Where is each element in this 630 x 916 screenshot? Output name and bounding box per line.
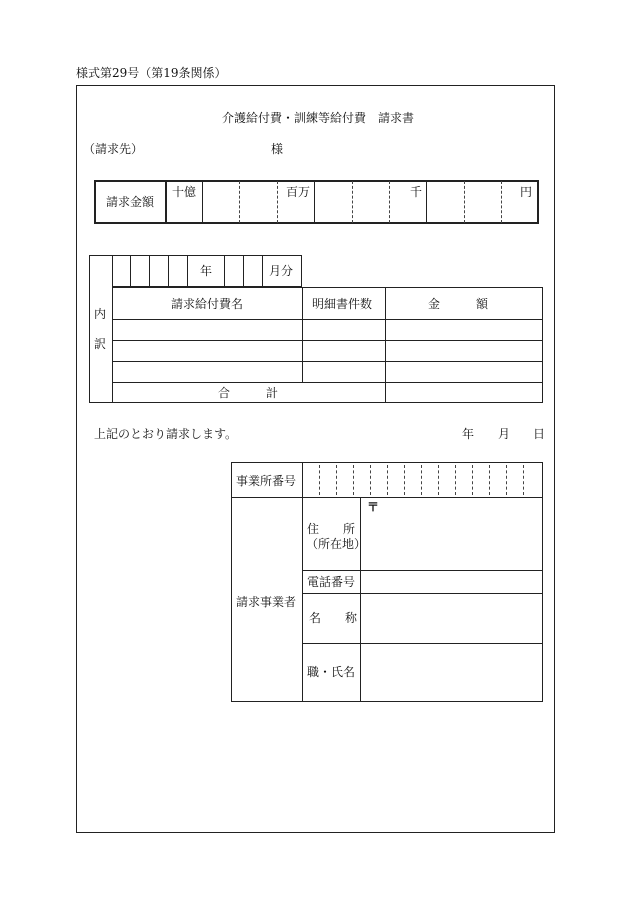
breakdown-top-border <box>89 255 112 256</box>
office-digit-divider <box>523 465 524 495</box>
form-title: 介護給付費・訓練等給付費 請求書 <box>222 111 415 125</box>
breakdown-col-divider <box>385 287 386 403</box>
amount-label: 請求金額 <box>106 195 155 209</box>
breakdown-bottom-border <box>89 402 112 403</box>
form-number: 様式第29号（第19条関係） <box>76 66 227 80</box>
office-digit-divider <box>438 465 439 495</box>
address-sub-label: （所在地） <box>306 537 367 551</box>
office-digit-divider <box>370 465 371 495</box>
breakdown-side-label: 内 <box>94 307 107 321</box>
office-number-label: 事業所番号 <box>236 474 297 488</box>
position-name-label: 職・氏名 <box>307 665 356 679</box>
amount-digit-divider <box>464 181 465 223</box>
office-digit-divider <box>472 465 473 495</box>
office-digit-divider <box>455 465 456 495</box>
statement-month: 月 <box>498 427 511 441</box>
amount-digit-divider <box>239 181 240 223</box>
postal-mark-icon: 〒 <box>367 500 380 514</box>
claimant-row-line <box>302 570 543 571</box>
breakdown-header-name: 請求給付費名 <box>171 297 244 311</box>
amount-divider <box>426 181 427 223</box>
office-digit-divider <box>387 465 388 495</box>
year-label: 年 <box>200 264 213 278</box>
statement-day: 日 <box>533 427 546 441</box>
month-label: 月分 <box>269 264 294 278</box>
claimant-row-line <box>302 593 543 594</box>
office-digit-divider <box>489 465 490 495</box>
claimant-divider <box>302 497 303 702</box>
breakdown-col-divider <box>302 287 303 382</box>
office-number-divider <box>302 462 303 498</box>
breakdown-left-border <box>89 255 90 403</box>
office-digit-divider <box>421 465 422 495</box>
breakdown-header-count: 明細書件数 <box>312 297 373 311</box>
amount-box <box>94 180 539 224</box>
recipient-label: （請求先） <box>83 142 144 156</box>
office-digit-divider <box>319 465 320 495</box>
month-digit-divider <box>243 255 244 287</box>
breakdown-total-label: 合 計 <box>218 386 279 400</box>
claimant-label: 請求事業者 <box>236 595 297 609</box>
statement-text: 上記のとおり請求します。 <box>94 427 238 441</box>
breakdown-row-line <box>112 361 543 362</box>
amount-digit-divider <box>352 181 353 223</box>
month-digit-divider <box>224 255 225 287</box>
year-digit-divider <box>168 255 169 287</box>
statement-year: 年 <box>462 427 475 441</box>
office-digit-divider <box>404 465 405 495</box>
office-digit-divider <box>353 465 354 495</box>
phone-label: 電話番号 <box>307 575 356 589</box>
breakdown-row-line <box>112 340 543 341</box>
office-digit-divider <box>506 465 507 495</box>
amount-unit: 百万 <box>286 185 311 199</box>
amount-divider <box>314 181 315 223</box>
breakdown-header-amount: 金 額 <box>428 297 489 311</box>
year-digit-divider <box>187 255 188 287</box>
claimant-divider <box>360 497 361 702</box>
amount-digit-divider <box>389 181 390 223</box>
amount-digit-divider <box>277 181 278 223</box>
amount-unit: 千 <box>410 185 423 199</box>
amount-digit-divider <box>501 181 502 223</box>
breakdown-side-label: 訳 <box>94 337 107 351</box>
year-digit-divider <box>149 255 150 287</box>
recipient-sama: 様 <box>271 142 284 156</box>
amount-divider <box>165 181 167 223</box>
year-digit-divider <box>130 255 131 287</box>
amount-unit: 円 <box>520 185 533 199</box>
address-label: 住 所 <box>307 522 356 536</box>
name-label: 名 称 <box>309 611 358 625</box>
breakdown-row-line <box>112 319 543 320</box>
breakdown-row-line <box>112 382 543 383</box>
claimant-row-line <box>302 643 543 644</box>
amount-unit: 十億 <box>172 185 197 199</box>
office-digit-divider <box>336 465 337 495</box>
amount-divider <box>202 181 203 223</box>
month-digit-divider <box>262 255 263 287</box>
